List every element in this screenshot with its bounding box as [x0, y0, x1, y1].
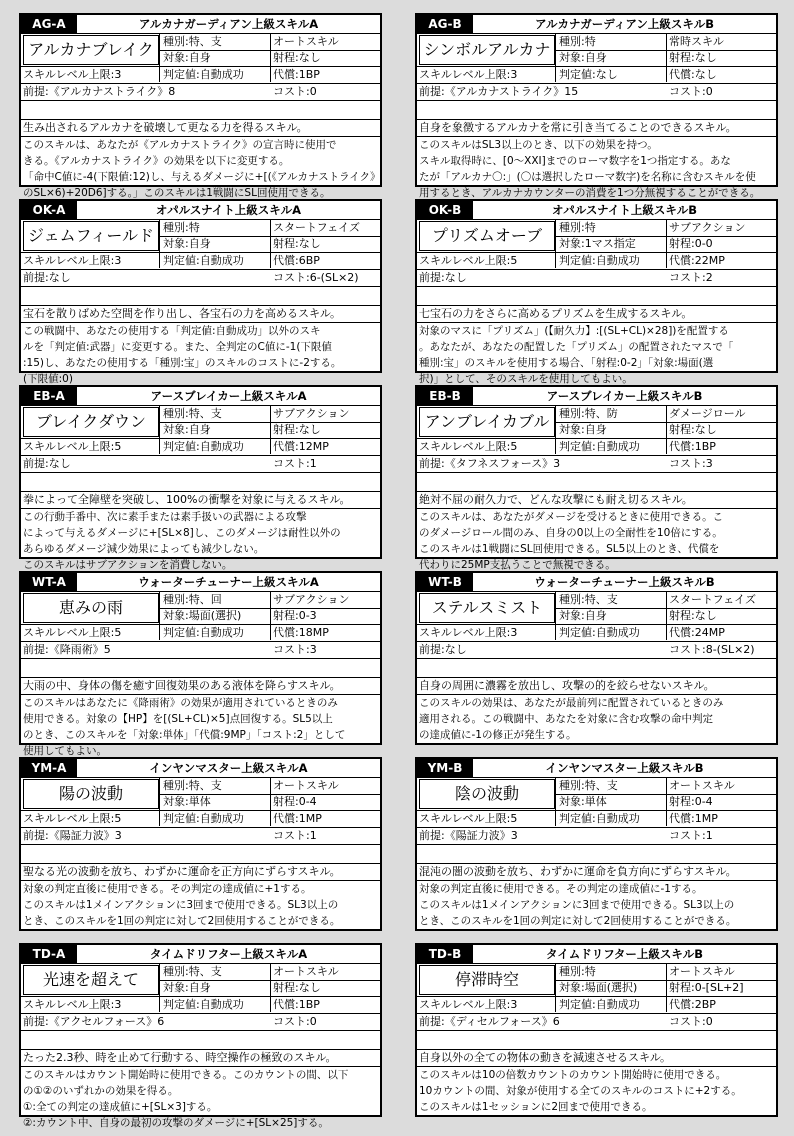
effect-line: きる。《アルカナストライク》の効果を以下に変更する。	[23, 155, 290, 167]
skill-prerequisite: 前提:《アクセルフォース》6	[23, 1015, 165, 1028]
skill-code: YM-B	[417, 759, 473, 777]
skill-timing: オートスキル	[273, 965, 339, 978]
effect-line: の①②のいずれかの効果を得る。	[23, 1085, 179, 1097]
effect-line: このスキルはサブアクションを消費しない。	[23, 559, 233, 571]
effect-line: スキル取得時に、[0～XXI]までのローマ数字を1つ指定する。あな	[419, 155, 731, 167]
effect-line: :15)し、あなたの使用する「種別:宝」のスキルのコストに-2する。	[23, 357, 342, 369]
skill-price: 代償:1BP	[273, 68, 320, 81]
skill-cost: コスト:3	[273, 643, 317, 656]
skill-card	[19, 943, 382, 1129]
rule	[21, 472, 380, 473]
skill-range: 射程:なし	[273, 423, 321, 436]
skill-level-max: スキルレベル上限:3	[23, 254, 122, 267]
skill-name: 恵みの雨	[23, 593, 159, 623]
skill-judgement: 判定値:なし	[559, 68, 618, 81]
rule	[21, 438, 380, 439]
effect-line: (下限値:0)	[23, 373, 73, 385]
skill-name: プリズムオーブ	[419, 221, 555, 251]
rule	[21, 1030, 380, 1031]
skill-effect	[419, 323, 774, 385]
skill-level-max: スキルレベル上限:5	[419, 254, 518, 267]
skill-judgement: 判定値:自動成功	[163, 998, 244, 1011]
skill-prerequisite: 前提:《陽証力波》3	[419, 829, 518, 842]
skill-timing: サブアクション	[273, 593, 350, 606]
skill-range: 射程:なし	[669, 609, 717, 622]
skill-level-max: スキルレベル上限:5	[23, 440, 122, 453]
effect-line: 使用できる。対象の【HP】を[(SL+CL)×5]点回復する。SL5以上	[23, 713, 333, 725]
effect-line: 対象のマスに「プリズム」(【耐久力】:[(SL+CL)×28])を配置する	[419, 325, 729, 337]
effect-line: の達成値に-1の修正が発生する。	[419, 729, 577, 741]
rule	[417, 269, 776, 270]
skill-code: AG-B	[417, 15, 473, 33]
rule	[666, 33, 667, 82]
skill-level-max: スキルレベル上限:3	[23, 68, 122, 81]
skill-range: 射程:0-[SL+2]	[669, 981, 744, 994]
rule	[417, 252, 776, 253]
rule	[21, 455, 380, 456]
rule	[159, 777, 160, 826]
skill-summary: 混沌の闇の波動を放ち、わずかに運命を負方向にずらすスキル。	[419, 865, 737, 878]
card-header	[21, 573, 380, 592]
skill-summary: 絶対不屈の耐久力で、どんな攻撃にも耐え切るスキル。	[419, 493, 693, 506]
skill-range: 射程:なし	[273, 237, 321, 250]
effect-line: このスキルはカウント開始時に使用できる。このカウントの間、以下	[23, 1069, 349, 1081]
rule	[417, 472, 776, 473]
skill-judgement: 判定値:自動成功	[559, 812, 640, 825]
skill-code: EB-A	[21, 387, 77, 405]
skill-type: 種別:特、支	[163, 35, 222, 48]
skill-code: TD-B	[417, 945, 473, 963]
skill-prerequisite: 前提:《降雨術》5	[23, 643, 111, 656]
skill-class-title: アースブレイカー上級スキルA	[150, 389, 307, 403]
skill-type: 種別:特、支	[559, 593, 618, 606]
effect-line: 択)」として、そのスキルを使用してもよい。	[419, 373, 633, 385]
rule	[417, 658, 776, 659]
rule	[270, 591, 271, 640]
effect-line: このスキルは、あなたがダメージを受けるときに使用できる。こ	[419, 511, 724, 523]
skill-cost: コスト:8-(SL×2)	[669, 643, 755, 656]
skill-type: 種別:特、支	[163, 965, 222, 978]
rule	[555, 33, 556, 82]
skill-price: 代償:6BP	[273, 254, 320, 267]
effect-line: この戦闘中、あなたの使用する「判定値:自動成功」以外のスキ	[23, 325, 321, 337]
rule	[21, 1013, 380, 1014]
effect-line: のダメージロール間のみ、自身の0以上の全耐性を10倍にする。	[419, 527, 723, 539]
skill-card	[415, 385, 778, 571]
rule	[21, 810, 380, 811]
skill-name: 陽の波動	[23, 779, 159, 809]
skill-card	[415, 943, 778, 1117]
skill-code: WT-A	[21, 573, 77, 591]
rule	[270, 777, 271, 826]
rule	[21, 996, 380, 997]
skill-timing: オートスキル	[669, 965, 735, 978]
effect-line: あらゆるダメージ減少効果によっても減少しない。	[23, 543, 265, 555]
skill-price: 代償:12MP	[273, 440, 329, 453]
skill-card	[19, 13, 382, 199]
skill-target: 対象:自身	[163, 237, 211, 250]
skill-range: 射程:なし	[273, 981, 321, 994]
skill-level-max: スキルレベル上限:5	[23, 626, 122, 639]
skill-class-title: インヤンマスター上級スキルA	[149, 761, 308, 775]
rule	[270, 405, 271, 454]
rule	[159, 963, 160, 1012]
effect-line: このスキルは1セッションに2回まで使用できる。	[419, 1101, 653, 1113]
skill-type: 種別:特	[559, 35, 596, 48]
skill-range: 射程:0-4	[669, 795, 713, 808]
skill-judgement: 判定値:自動成功	[163, 812, 244, 825]
rule	[21, 269, 380, 270]
skill-timing: ダメージロール	[669, 407, 746, 420]
card-header	[21, 387, 380, 406]
skill-level-max: スキルレベル上限:3	[419, 998, 518, 1011]
skill-target: 対象:自身	[559, 423, 607, 436]
skill-effect	[419, 137, 774, 199]
skill-judgement: 判定値:自動成功	[163, 626, 244, 639]
effect-line: 用するとき、アルカナカウンターの消費を1つ分無視することができる。	[419, 187, 761, 199]
rule	[270, 33, 271, 82]
skill-card	[19, 757, 382, 931]
effect-line: のとき、このスキルを「対象:単体」「代償:9MP」「コスト:2」として	[23, 729, 346, 741]
skill-target: 対象:単体	[559, 795, 607, 808]
skill-name: 陰の波動	[419, 779, 555, 809]
skill-timing: 常時スキル	[669, 35, 724, 48]
effect-line: このスキルは、あなたが《アルカナストライク》の宣言時に使用で	[23, 139, 337, 151]
skill-level-max: スキルレベル上限:3	[23, 998, 122, 1011]
skill-effect	[23, 137, 381, 199]
skill-summary: 自身の周囲に濃霧を放出し、攻撃の的を絞らせないスキル。	[419, 679, 715, 692]
skill-name: アルカナブレイク	[23, 35, 159, 65]
card-header	[21, 945, 380, 964]
skill-card	[415, 757, 778, 931]
skill-cost: コスト:0	[669, 85, 713, 98]
skill-class-title: ウォーターチューナー上級スキルA	[138, 575, 319, 589]
effect-line: このスキルは1戦闘にSL回使用できる。SL5以上のとき、代償を	[419, 543, 720, 555]
skill-prerequisite: 前提:なし	[23, 457, 71, 470]
rule	[159, 591, 160, 640]
effect-line: 10カウントの間、対象が使用する全てのスキルのコストに+2する。	[419, 1085, 742, 1097]
skill-judgement: 判定値:自動成功	[559, 254, 640, 267]
skill-judgement: 判定値:自動成功	[163, 68, 244, 81]
skill-judgement: 判定値:自動成功	[559, 998, 640, 1011]
rule	[21, 844, 380, 845]
rule	[21, 252, 380, 253]
effect-line: ①:全ての判定の達成値に+[SL×3]する。	[23, 1101, 218, 1113]
rule	[21, 83, 380, 84]
skill-cost: コスト:3	[669, 457, 713, 470]
effect-line: とき、このスキルを1回の判定に対して2回使用することができる。	[23, 915, 341, 927]
skill-summary: 聖なる光の波動を放ち、わずかに運命を正方向にずらすスキル。	[23, 865, 341, 878]
skill-target: 対象:自身	[163, 423, 211, 436]
skill-effect	[23, 881, 378, 927]
skill-cost: コスト:1	[273, 457, 317, 470]
rule	[159, 33, 160, 82]
skill-class-title: アルカナガーディアン上級スキルB	[534, 17, 715, 31]
skill-target: 対象:自身	[163, 981, 211, 994]
skill-summary: 七宝石の力をさらに高めるプリズムを生成するスキル。	[419, 307, 693, 320]
skill-effect	[419, 509, 774, 571]
effect-line: この行動手番中、次に素手または素手扱いの武器による攻撃	[23, 511, 307, 523]
skill-name: ジェムフィールド	[23, 221, 159, 251]
effect-line: 対象の判定直後に使用できる。その判定の達成値に+1する。	[23, 883, 312, 895]
card-header	[417, 15, 776, 34]
skill-summary: 大雨の中、身体の傷を癒す回復効果のある液体を降らすスキル。	[23, 679, 341, 692]
rule	[417, 810, 776, 811]
effect-line: このスキルはあなたに《降雨術》の効果が適用されているときのみ	[23, 697, 338, 709]
effect-line: 。あなたが、あなたの配置した「プリズム」の配置されたマスで「	[419, 341, 734, 353]
skill-prerequisite: 前提:《アルカナストライク》8	[23, 85, 176, 98]
skill-cost: コスト:0	[273, 1015, 317, 1028]
skill-type: 種別:特、回	[163, 593, 222, 606]
skill-effect	[23, 323, 378, 385]
skill-target: 対象:場面(選択)	[559, 981, 638, 994]
skill-judgement: 判定値:自動成功	[559, 626, 640, 639]
skill-name: 光速を超えて	[23, 965, 159, 995]
skill-prerequisite: 前提:《タフネスフォース》3	[419, 457, 561, 470]
skill-summary: 自身を象徴するアルカナを常に引き当てることのできるスキル。	[419, 121, 737, 134]
skill-class-title: タイムドリフター上級スキルB	[545, 947, 704, 961]
rule	[555, 777, 556, 826]
skill-range: 射程:0-0	[669, 237, 713, 250]
skill-timing: スタートフェイズ	[669, 593, 757, 606]
rule	[666, 219, 667, 268]
skill-price: 代償:なし	[669, 68, 717, 81]
skill-name: ステルスミスト	[419, 593, 555, 623]
skill-code: OK-A	[21, 201, 77, 219]
rule	[417, 455, 776, 456]
effect-line: このスキルは1メインアクションに3回まで使用できる。SL3以上の	[23, 899, 339, 911]
effect-line: ②:カウント中、自身の最初の攻撃のダメージに+[SL×25]する。	[23, 1117, 329, 1129]
skill-effect	[419, 881, 774, 927]
skill-code: WT-B	[417, 573, 473, 591]
skill-price: 代償:1BP	[273, 998, 320, 1011]
skill-cost: コスト:2	[669, 271, 713, 284]
skill-card	[415, 571, 778, 745]
rule	[417, 844, 776, 845]
skill-name: シンボルアルカナ	[419, 35, 555, 65]
skill-timing: オートスキル	[273, 779, 339, 792]
skill-timing: サブアクション	[669, 221, 746, 234]
skill-prerequisite: 前提:《アルカナストライク》15	[419, 85, 579, 98]
skill-level-max: スキルレベル上限:5	[23, 812, 122, 825]
rule	[417, 996, 776, 997]
effect-line: このスキルはSL3以上のとき、以下の効果を持つ。	[419, 139, 658, 151]
skill-card	[19, 571, 382, 757]
card-header	[417, 387, 776, 406]
skill-effect	[23, 509, 378, 571]
skill-cost: コスト:1	[669, 829, 713, 842]
skill-range: 射程:なし	[273, 51, 321, 64]
skill-type: 種別:特	[559, 221, 596, 234]
skill-cost: コスト:6-(SL×2)	[273, 271, 359, 284]
skill-timing: オートスキル	[273, 35, 339, 48]
skill-price: 代償:18MP	[273, 626, 329, 639]
skill-prerequisite: 前提:なし	[23, 271, 71, 284]
rule	[159, 219, 160, 268]
effect-line: このスキルの効果は、あなたが最前列に配置されているときのみ	[419, 697, 724, 709]
card-header	[417, 201, 776, 220]
rule	[417, 1030, 776, 1031]
skill-price: 代償:22MP	[669, 254, 725, 267]
skill-price: 代償:1MP	[273, 812, 322, 825]
rule	[159, 405, 160, 454]
skill-class-title: タイムドリフター上級スキルA	[149, 947, 308, 961]
skill-target: 対象:単体	[163, 795, 211, 808]
rule	[270, 963, 271, 1012]
card-header	[417, 945, 776, 964]
rule	[21, 66, 380, 67]
skill-level-max: スキルレベル上限:3	[419, 626, 518, 639]
skill-effect	[419, 1067, 774, 1113]
skill-judgement: 判定値:自動成功	[559, 440, 640, 453]
rule	[21, 286, 380, 287]
rule	[417, 83, 776, 84]
skill-effect	[419, 695, 774, 741]
card-header	[21, 15, 380, 34]
skill-card	[19, 385, 382, 571]
effect-line: とき、このスキルを1回の判定に対して2回使用することができる。	[419, 915, 737, 927]
skill-type: 種別:特	[163, 221, 200, 234]
skill-prerequisite: 前提:なし	[419, 643, 467, 656]
rule	[417, 66, 776, 67]
skill-name: ブレイクダウン	[23, 407, 159, 437]
rule	[417, 286, 776, 287]
skill-summary: 宝石を散りばめた空間を作り出し、各宝石の力を高めるスキル。	[23, 307, 342, 320]
skill-level-max: スキルレベル上限:5	[419, 812, 518, 825]
skill-class-title: アースブレイカー上級スキルB	[546, 389, 703, 403]
skill-type: 種別:特、支	[163, 407, 222, 420]
rule	[21, 641, 380, 642]
effect-line: たが「アルカナ〇:」(〇は選択したローマ数字)を名称に含むスキルを使	[419, 171, 756, 183]
skill-cost: コスト:0	[273, 85, 317, 98]
skill-name: アンブレイカブル	[419, 407, 555, 437]
skill-class-title: オパルスナイト上級スキルA	[155, 203, 302, 217]
skill-range: 射程:なし	[669, 423, 717, 436]
rule	[417, 624, 776, 625]
skill-class-title: アルカナガーディアン上級スキルA	[138, 17, 319, 31]
rule	[21, 624, 380, 625]
skill-timing: オートスキル	[669, 779, 735, 792]
skill-price: 代償:2BP	[669, 998, 716, 1011]
skill-level-max: スキルレベル上限:3	[419, 68, 518, 81]
skill-card	[19, 199, 382, 385]
skill-target: 対象:自身	[163, 51, 211, 64]
skill-type: 種別:特、支	[559, 779, 618, 792]
skill-summary: 生み出されるアルカナを破壊して更なる力を得るスキル。	[23, 121, 308, 134]
skill-target: 対象:場面(選択)	[163, 609, 242, 622]
skill-judgement: 判定値:自動成功	[163, 440, 244, 453]
effect-line: 種別:宝」のスキルを使用する場合、「射程:0-2」「対象:場面(選	[419, 357, 714, 369]
skill-summary: 拳によって全障壁を突破し、100%の衝撃を対象に与えるスキル。	[23, 493, 351, 506]
rule	[555, 591, 556, 640]
effect-line: 使用してもよい。	[23, 745, 107, 757]
effect-line: によって与えるダメージに+[SL×8]し、このダメージは耐性以外の	[23, 527, 341, 539]
effect-line: このスキルは1メインアクションに3回まで使用できる。SL3以上の	[419, 899, 735, 911]
skill-name: 停滞時空	[419, 965, 555, 995]
effect-line: 対象の判定直後に使用できる。その判定の達成値に-1する。	[419, 883, 703, 895]
effect-line: ルを「判定値:武器」に変更する。また、全判定のC値に-1(下限値	[23, 341, 332, 353]
skill-code: OK-B	[417, 201, 473, 219]
skill-range: 射程:なし	[669, 51, 717, 64]
skill-level-max: スキルレベル上限:5	[419, 440, 518, 453]
skill-price: 代償:24MP	[669, 626, 725, 639]
rule	[555, 219, 556, 268]
rule	[21, 100, 380, 101]
card-header	[417, 573, 776, 592]
skill-target: 対象:自身	[559, 51, 607, 64]
skill-cost: コスト:1	[273, 829, 317, 842]
rule	[417, 100, 776, 101]
rule	[417, 438, 776, 439]
skill-code: AG-A	[21, 15, 77, 33]
skill-summary: たった2.3秒、時を止めて行動する、時空操作の極致のスキル。	[23, 1051, 337, 1064]
rule	[666, 405, 667, 454]
effect-line: このスキルは10の倍数カウントのカウント開始時に使用できる。	[419, 1069, 727, 1081]
rule	[555, 963, 556, 1012]
rule	[417, 1013, 776, 1014]
effect-line: 適用される。この戦闘中、あなたを対象に含む攻撃の命中判定	[419, 713, 713, 725]
skill-summary: 自身以外の全ての物体の動きを減速させるスキル。	[419, 1051, 672, 1064]
skill-code: EB-B	[417, 387, 473, 405]
effect-line: のSL×6)+20D6]する。」このスキルは1戦闘にSL回使用できる。	[23, 187, 331, 199]
rule	[21, 658, 380, 659]
skill-card	[415, 13, 778, 199]
skill-range: 射程:0-4	[273, 795, 317, 808]
rule	[270, 219, 271, 268]
skill-price: 代償:1MP	[669, 812, 718, 825]
skill-code: TD-A	[21, 945, 77, 963]
skill-prerequisite: 前提:なし	[419, 271, 467, 284]
skill-card	[415, 199, 778, 385]
skill-target: 対象:1マス指定	[559, 237, 636, 250]
rule	[666, 963, 667, 1012]
skill-class-title: インヤンマスター上級スキルB	[545, 761, 704, 775]
skill-cost: コスト:0	[669, 1015, 713, 1028]
skill-target: 対象:自身	[559, 609, 607, 622]
skill-effect	[23, 695, 378, 757]
rule	[417, 827, 776, 828]
rule	[555, 405, 556, 454]
skill-timing: スタートフェイズ	[273, 221, 361, 234]
rule	[417, 641, 776, 642]
effect-line: 代わりに25MP支払うことで無視できる。	[419, 559, 616, 571]
skill-type: 種別:特、防	[559, 407, 618, 420]
skill-type: 種別:特	[559, 965, 596, 978]
skill-judgement: 判定値:自動成功	[163, 254, 244, 267]
card-header	[21, 759, 380, 778]
skill-class-title: ウォーターチューナー上級スキルB	[534, 575, 715, 589]
skill-effect	[23, 1067, 378, 1129]
skill-price: 代償:1BP	[669, 440, 716, 453]
skill-prerequisite: 前提:《ディセルフォース》6	[419, 1015, 560, 1028]
skill-timing: サブアクション	[273, 407, 350, 420]
rule	[666, 591, 667, 640]
skill-range: 射程:0-3	[273, 609, 317, 622]
skill-prerequisite: 前提:《陽証力波》3	[23, 829, 122, 842]
rule	[21, 827, 380, 828]
skill-type: 種別:特、支	[163, 779, 222, 792]
rule	[666, 777, 667, 826]
skill-code: YM-A	[21, 759, 77, 777]
card-header	[21, 201, 380, 220]
skill-class-title: オパルスナイト上級スキルB	[551, 203, 698, 217]
effect-line: 「命中C値に-4(下限値:12)し、与えるダメージに+[(《アルカナストライク》	[23, 171, 381, 183]
card-header	[417, 759, 776, 778]
